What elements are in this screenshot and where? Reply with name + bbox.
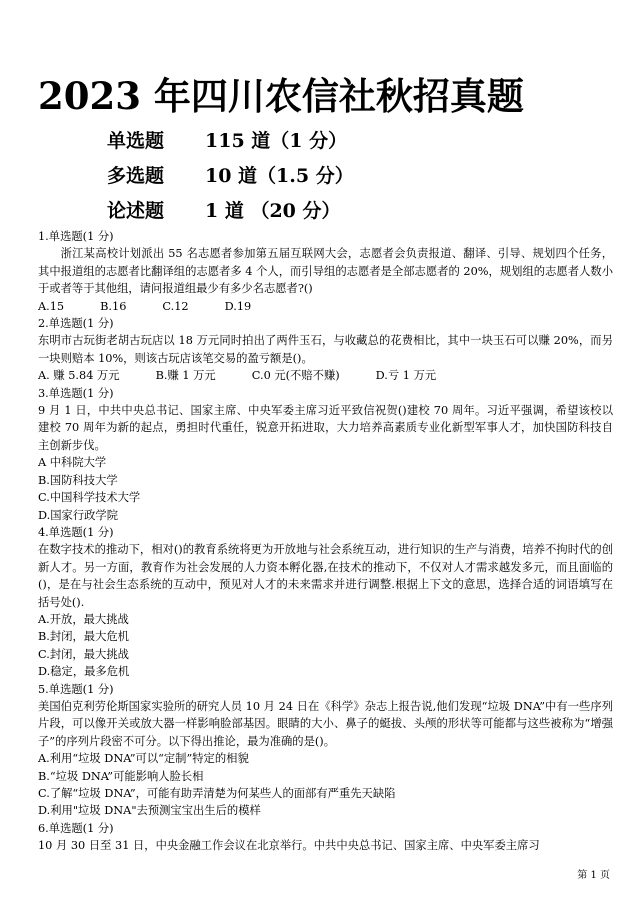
summary-type: 论述题 (107, 200, 165, 222)
option-a: A 中科院大学 (38, 456, 107, 470)
question-header: 1.单选题(1 分) (38, 230, 114, 243)
question-6 (38, 820, 613, 855)
option-a: A.15 (38, 299, 65, 313)
option-d: D.利用"垃圾 DNA"去预测宝宝出生后的模样 (38, 804, 261, 818)
question-options (38, 298, 613, 315)
question-text: 东明市古玩街老胡古玩店以 18 万元同时拍出了两件玉石，与收藏总的花费相比，其中一块玉石可以赚 20%，而另一块则赔本 10%，则该古玩店该笔交易的盈亏额是()。 (38, 334, 613, 365)
option-b: B.封闭，最大危机 (38, 630, 129, 644)
option-b: B.16 (100, 299, 127, 313)
option-c: C.12 (162, 299, 189, 313)
option-d: D.19 (224, 299, 252, 313)
question-header: 5.单选题(1 分) (38, 682, 114, 696)
option-b: B.赚 1 万元 (155, 369, 216, 383)
summary-count: 115 道（1 分） (205, 130, 348, 152)
option-a: A. 赚 5.84 万元 (38, 369, 120, 383)
summary-row (107, 194, 354, 229)
question-4 (38, 524, 613, 681)
summary-type: 单选题 (107, 130, 165, 152)
summary-count: 1 道 （20 分） (205, 200, 341, 222)
page-number: 第 1 页 (577, 870, 610, 881)
page-title: 2023 年四川农信社秋招真题 (38, 74, 524, 118)
option-b: B.国防科技大学 (38, 473, 118, 487)
question-text: 美国伯克利劳伦斯国家实验所的研究人员 10 月 24 日在《科学》杂志上报告说,他们发现“垃圾 DNA”中有一些序列片段，可以像开关或放大器一样影响脸部基因。眼睛的大小、鼻子的蜓拔、头颅的形状等可能都与这些被称为“增强子”的序列片段密不可分。以下得出推论，最为准确的是()。 (38, 699, 613, 748)
question-text: 10 月 30 日至 31 日，中央金融工作会议在北京举行。中共中央总书记、国家主席、中央军委主席习 (38, 839, 540, 853)
option-c: C.封闭，最大挑战 (38, 647, 129, 661)
summary-row (107, 159, 354, 194)
question-5 (38, 681, 613, 820)
question-text: 浙江某高校计划派出 55 名志愿者参加第五届互联网大会，志愿者会负责报道、翻译、引导、规划四个任务，其中报道组的志愿者比翻译组的志愿者多 4 个人，而引导组的志愿者是全部志愿者的 20%，规划组的志愿者人数小于或者等于其他组，请问报道组最少有多少名志愿者?() (38, 247, 613, 296)
option-c: C.中国科学技术大学 (38, 491, 141, 505)
question-summary (107, 124, 354, 229)
summary-count: 10 道（1.5 分） (205, 165, 354, 187)
question-header: 2.单选题(1 分) (38, 317, 114, 331)
option-a: A.开放，最大挑战 (38, 612, 129, 626)
question-text: 9 月 1 日，中共中央总书记、国家主席、中央军委主席习近平致信祝贺()建校 70 周年。习近平强调，希望该校以建校 70 周年为新的起点，勇担时代重任，锐意开拓进取，大力培养高素质专业化新型军事人才，加快国防科技自主创新步伐。 (38, 404, 613, 452)
question-1 (38, 228, 613, 315)
questions-list (38, 228, 613, 855)
summary-type: 多选题 (107, 165, 165, 187)
question-text: 在数字技术的推动下，相对()的教育系统将更为开放地与社会系统互动，进行知识的生产与消费，培养不拘时代的创新人才。另一方面，教育作为社会发展的人力资本孵化器,在技术的推动下，不仅对人才需求越发多元，而且面临的()，是在与社会生态系统的互动中，预见对人才的未来需求并进行调整.根据上下文的意思，选择合适的词语填写在括号处(). (38, 543, 613, 609)
option-d: D.国家行政学院 (38, 508, 119, 522)
question-options (38, 367, 613, 384)
summary-row (107, 124, 354, 159)
question-header: 6.单选题(1 分) (38, 821, 114, 835)
option-c: C.0 元(不赔不赚) (251, 369, 340, 383)
option-d: D.亏 1 万元 (375, 369, 437, 383)
question-3 (38, 385, 613, 524)
option-c: C.了解“垃圾 DNA”，可能有助弄清楚为何某些人的面部有严重先天缺陷 (38, 787, 396, 800)
option-d: D.稳定，最多危机 (38, 665, 130, 679)
option-b: B.“垃圾 DNA”可能影响人脸长相 (38, 769, 204, 783)
question-2 (38, 315, 613, 385)
option-a: A.利用“垃圾 DNA”可以“定制”特定的相貌 (38, 752, 249, 766)
question-header: 3.单选题(1 分) (38, 386, 114, 400)
question-header: 4.单选题(1 分) (38, 525, 114, 539)
